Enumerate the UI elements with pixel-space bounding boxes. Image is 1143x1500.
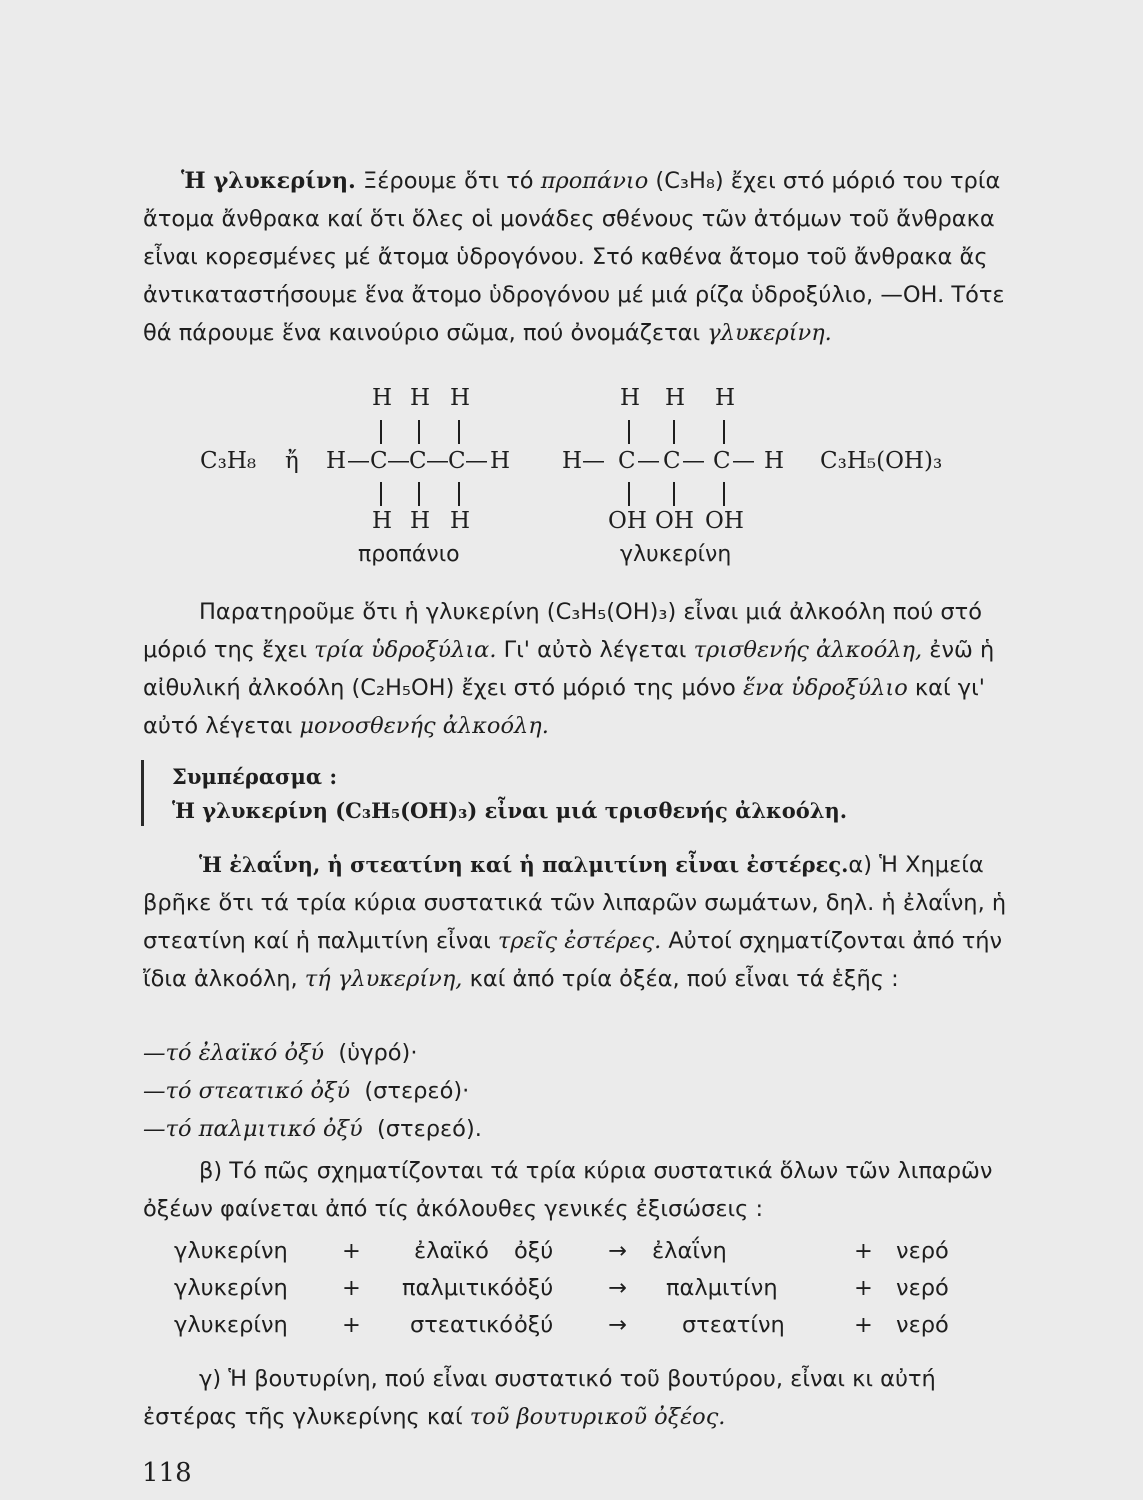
formula-c: C	[663, 448, 681, 474]
esters-title: Ἡ ἐλαΐνη, ἡ στεατίνη καί ἡ παλμιτίνη εἶναι ἐστέρες.	[199, 852, 849, 877]
formula-c: C	[370, 448, 388, 474]
bond	[418, 482, 420, 506]
bond	[418, 420, 420, 444]
formula-h: H	[410, 385, 431, 411]
bond	[723, 420, 725, 444]
formula-oh: OH	[705, 508, 744, 534]
bond	[628, 482, 630, 506]
paragraph-glycerin-intro: Ἡ γλυκερίνη. Ξέρουμε ὅτι τό προπάνιο (C₃H₈) ἔχει στό μόριό του τρία ἄτομα ἄνθρακα καί ὅτι ὅλες οἱ μονάδες σθένους τῶν ἀτόμων τοῦ ἄνθρακα εἶναι κορεσμένες μέ ἄτομα ὑδρογόνου. Στό καθένα ἄτομο τοῦ ἄνθρακα ἄς ἀντικαταστήσουμε ἕνα ἄτομο ὑδρογόνου μέ μιά ρίζα ὑδροξύλιο, —OH. Τότε θά πάρουμε ἕνα καινούριο σῶμα, πού ὀνομάζεται γλυκερίνη.	[143, 168, 1005, 346]
formula-oh: OH	[608, 508, 647, 534]
acid-list	[143, 1034, 1033, 1148]
formula-h: H	[562, 448, 583, 474]
formula-h: H	[665, 385, 686, 411]
conclusion-bar	[141, 760, 144, 826]
formula-h: H	[326, 448, 347, 474]
label-glycerin: γλυκερίνη	[620, 542, 732, 567]
bond	[380, 482, 382, 506]
formula-h: H	[620, 385, 641, 411]
page-number: 118	[142, 1458, 192, 1488]
paragraph-equations-intro: β) Τό πῶς σχηματίζονται τά τρία κύρια συστατικά ὅλων τῶν λιπαρῶν ὀξέων φαίνεται ἀπό τίς ἀκόλουθες γενικές ἐξισώσεις :	[143, 1158, 993, 1222]
formula-c: C	[409, 448, 427, 474]
bond	[673, 420, 675, 444]
list-item: —τό στεατικό ὀξύ (στερεό)·	[143, 1078, 470, 1104]
bond	[723, 482, 725, 506]
formula-c: C	[713, 448, 731, 474]
equation-palmitin: γλυκερίνη + παλμιτικό ὀξύ → παλμιτίνη + νερό	[174, 1275, 949, 1301]
formula-glycerin-molecular: C₃H₅(OH)₃	[820, 448, 943, 474]
bond	[380, 420, 382, 444]
formula-h: H	[764, 448, 785, 474]
paragraph-butyrin: γ) Ἡ βουτυρίνη, πού εἶναι συστατικό τοῦ βουτύρου, εἶναι κι αὐτή ἐστέρας τῆς γλυκερίνης καί τοῦ βουτυρικοῦ ὀξέος.	[143, 1366, 936, 1430]
formula-oh: OH	[655, 508, 694, 534]
conclusion-heading: Συμπέρασμα :	[172, 764, 338, 789]
formula-c: C	[618, 448, 636, 474]
formula-or: ἤ	[285, 448, 299, 474]
equation-stearin: γλυκερίνη + στεατικό ὀξύ → στεατίνη + νερό	[174, 1312, 949, 1338]
formula-h: H	[450, 385, 471, 411]
formula-h: H	[450, 508, 471, 534]
formula-c: C	[448, 448, 466, 474]
equation-olein: γλυκερίνη + ἐλαϊκό ὀξύ → ἐλαΐνη + νερό	[174, 1238, 949, 1264]
conclusion-text: Ἡ γλυκερίνη (C₃H₅(OH)₃) εἶναι μιά τρισθενής ἀλκοόλη.	[172, 798, 848, 823]
list-item: —τό ἐλαϊκό ὀξύ (ὑγρό)·	[143, 1040, 418, 1066]
bond	[458, 482, 460, 506]
paragraph-trihydric: Παρατηροῦμε ὅτι ἡ γλυκερίνη (C₃H₅(OH)₃) εἶναι μιά ἀλκοόλη πού στό μόριό της ἔχει τρία ὑδροξύλια. Γι' αὐτὸ λέγεται τρισθενής ἀλκοόλη, ἐνῶ ἡ αἰθυλική ἀλκοόλη (C₂H₅OH) ἔχει στό μόριό της μόνο ἕνα ὑδροξύλιο καί γι' αὐτό λέγεται μονοσθενής ἀλκοόλη.	[143, 599, 995, 739]
section-title-glycerin: Ἡ γλυκερίνη.	[181, 168, 356, 194]
book-page: Ἡ γλυκερίνη. Ξέρουμε ὅτι τό προπάνιο (C₃H₈) ἔχει στό μόριό του τρία ἄτομα ἄνθρακα καί ὅτι ὅλες οἱ μονάδες σθένους τῶν ἀτόμων τοῦ ἄνθρακα εἶναι κορεσμένες μέ ἄτομα ὑδρογόνου. Στό καθένα ἄτομο τοῦ ἄνθρακα ἄς ἀντικαταστήσουμε ἕνα ἄτομο ὑδρογόνου μέ μιά ρίζα ὑδροξύλιο, —OH. Τότε θά πάρουμε ἕνα καινούριο σῶμα, πού ὀνομάζεται γλυκερίνη. H H H H H H C₃H₈ ἤ H — C — C — C — H H — C — C — C — H C₃H₅(OH)₃ H H H OH OH OH προπάνιο γλυκερίνη Παρατηροῦμε ὅτι ἡ γλυκερίνη (C₃H₅(OH)₃) εἶναι μιά ἀλκοόλη πού στό μόριό της ἔχει τρία ὑδροξύλια. Γι' αὐτὸ λέγεται τρισθενής ἀλκοόλη, ἐνῶ ἡ αἰθυλική ἀλκοόλη (C₂H₅OH) ἔχει στό μόριό της μόνο ἕνα ὑδροξύλιο καί γι' αὐτό λέγεται μονοσθενής ἀλκοόλη. Συμπέρασμα : Ἡ γλυκερίνη (C₃H₅(OH)₃) εἶναι μιά τρισθενής ἀλκοόλη. Ἡ ἐλαΐνη, ἡ στεατίνη καί ἡ παλμιτίνη εἶναι ἐστέρες.α) Ἡ Χημεία βρῆκε ὅτι τά τρία κύρια συστατικά τῶν λιπαρῶν σωμάτων, δηλ. ἡ ἐλαΐνη, ἡ στεατίνη καί ἡ παλμιτίνη εἶναι τρεῖς ἐστέρες. Αὐτοί σχηματίζονται ἀπό τήν ἴδια ἀλκοόλη, τή γλυκερίνη, καί ἀπό τρία ὀξέα, πού εἶναι τά ἑξῆς : —τό ἐλαϊκό ὀξύ (ὑγρό)· —τό στεατικό ὀξύ (στερεό)· —τό παλμιτικό ὀξύ (στερεό). β) Τό πῶς σχηματίζονται τά τρία κύρια συστατικά ὅλων τῶν λιπαρῶν ὀξέων φαίνεται ἀπό τίς ἀκόλουθες γενικές ἐξισώσεις : γλυκερίνη + ἐλαϊκό ὀξύ → ἐλαΐνη + νερό γλυκερίνη + παλμιτικό ὀξύ → παλμιτίνη + νερό γλυκερίνη + στεατικό ὀξύ → στεατίνη + νερό γ) Ἡ βουτυρίνη, πού εἶναι συστατικό τοῦ βουτύρου, εἶναι κι αὐτή ἐστέρας τῆς γλυκερίνης καί τοῦ βουτυρικοῦ ὀξέος. 118	[0, 0, 1143, 1500]
label-propane: προπάνιο	[358, 542, 460, 567]
bond	[673, 482, 675, 506]
paragraph-esters: Ἡ ἐλαΐνη, ἡ στεατίνη καί ἡ παλμιτίνη εἶναι ἐστέρες.α) Ἡ Χημεία βρῆκε ὅτι τά τρία κύρια συστατικά τῶν λιπαρῶν σωμάτων, δηλ. ἡ ἐλαΐνη, ἡ στεατίνη καί ἡ παλμιτίνη εἶναι τρεῖς ἐστέρες. Αὐτοί σχηματίζονται ἀπό τήν ἴδια ἀλκοόλη, τή γλυκερίνη, καί ἀπό τρία ὀξέα, πού εἶναι τά ἑξῆς :	[143, 852, 1007, 992]
formula-h: H	[372, 508, 393, 534]
formula-h: H	[372, 385, 393, 411]
formula-h: H	[715, 385, 736, 411]
list-item: —τό παλμιτικό ὀξύ (στερεό).	[143, 1116, 482, 1142]
formula-h: H	[410, 508, 431, 534]
bond	[458, 420, 460, 444]
formula-h: H	[490, 448, 511, 474]
bond	[628, 420, 630, 444]
formula-propane-molecular: C₃H₈	[200, 448, 257, 474]
